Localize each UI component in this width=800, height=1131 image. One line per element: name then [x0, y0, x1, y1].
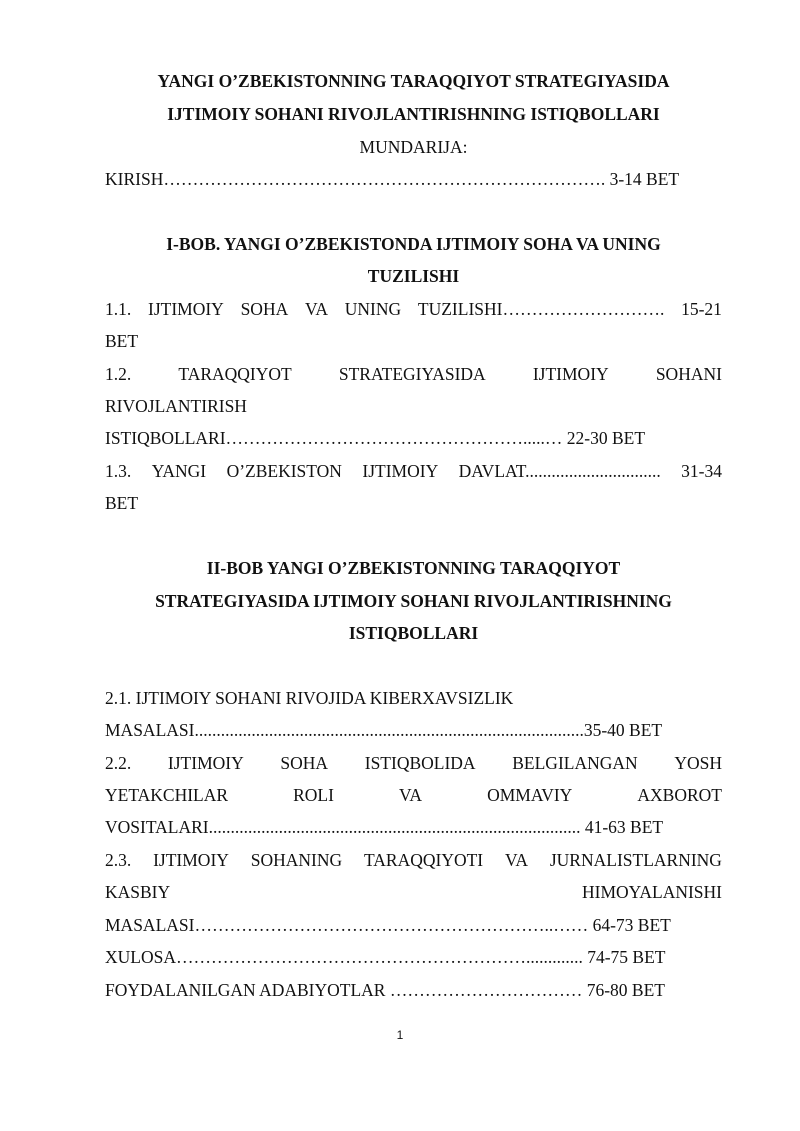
toc-word: AXBOROT	[637, 785, 722, 805]
toc-entry-text: MASALASI……………………………………………………..……	[105, 915, 589, 935]
toc-entry-1-1-tail: BET	[105, 331, 139, 351]
toc-word: IJTIMOIY	[362, 461, 439, 481]
toc-entry-1-2-line-2: RIVOJLANTIRISH	[105, 396, 247, 416]
toc-entry-conclusion	[105, 946, 722, 968]
toc-entry-text: XULOSA…………………………………………………….............	[105, 947, 583, 967]
toc-word: STRATEGIYASIDA	[338, 364, 486, 384]
toc-word: OMMAVIY	[487, 785, 573, 805]
toc-entry-text: ISTIQBOLLARI…………………………………………….....…	[105, 428, 563, 448]
toc-entry-references	[105, 979, 722, 1001]
toc-word: VA	[304, 299, 329, 319]
toc-word: YOSH	[674, 753, 722, 773]
contents-heading: MUNDARIJA:	[359, 137, 468, 157]
chapter-2-heading-line-3: ISTIQBOLLARI	[348, 623, 479, 643]
toc-entry-pages: 76-80 BET	[586, 980, 665, 1000]
toc-entry-2-2-line-3	[105, 816, 722, 838]
toc-entry-2-1: 2.1. IJTIMOIY SOHANI RIVOJIDA KIBERXAVSIZLIK	[105, 688, 514, 708]
toc-word: 1.3.	[105, 461, 132, 481]
toc-entry-2-3-line-2	[105, 881, 722, 903]
toc-word: TARAQQIYOTI	[364, 850, 484, 870]
toc-word: DAVLAT...............................	[458, 461, 661, 481]
toc-word: KASBIY	[105, 882, 171, 902]
toc-word: JURNALISTLARNING	[549, 850, 722, 870]
toc-word: IJTIMOIY	[148, 299, 224, 319]
toc-entry-1-2	[105, 363, 722, 385]
chapter-1-heading-line-1: I-BOB. YANGI O’ZBEKISTONDA IJTIMOIY SOHA VA UNING	[166, 234, 661, 254]
toc-word: SOHANI	[655, 364, 722, 384]
toc-word: SOHA	[240, 299, 289, 319]
toc-word: VA	[398, 785, 423, 805]
toc-word: O’ZBEKISTON	[226, 461, 342, 481]
toc-entry-pages: 41-63 BET	[584, 817, 664, 837]
toc-entry-text: VOSITALARI.....................................................................................	[105, 817, 581, 837]
toc-word: UNING	[344, 299, 402, 319]
toc-word: YETAKCHILAR	[105, 785, 229, 805]
toc-entry-2-1-line-2: MASALASI.........................................................................................35-40 BET	[105, 720, 663, 740]
chapter-2-heading-line-1: II-BOB YANGI O’ZBEKISTONNING TARAQQIYOT	[206, 558, 621, 578]
toc-word: VA	[504, 850, 529, 870]
toc-entry-pages: 64-73 BET	[592, 915, 671, 935]
toc-entry-text: KIRISH………………………………………………………………….	[105, 169, 606, 189]
toc-entry-intro	[105, 168, 722, 190]
document-title-line-1: YANGI O’ZBEKISTONNING TARAQQIYOT STRATEGIYASIDA	[157, 71, 670, 91]
toc-word: 2.2.	[105, 753, 132, 773]
toc-word: 1.1.	[105, 299, 132, 319]
page-number: 1	[396, 1028, 404, 1042]
toc-word: HIMOYALANISHI	[582, 882, 722, 902]
toc-entry-1-3	[105, 460, 722, 482]
toc-word: YANGI	[151, 461, 207, 481]
toc-word: 15-21	[681, 299, 722, 319]
toc-word: BELGILANGAN	[512, 753, 638, 773]
chapter-1-heading-line-2: TUZILISHI	[367, 266, 460, 286]
toc-word: 31-34	[681, 461, 722, 481]
toc-entry-2-3	[105, 849, 722, 871]
toc-word: TUZILISHI……………………….	[417, 299, 665, 319]
toc-entry-1-3-tail: BET	[105, 493, 139, 513]
toc-entry-2-2-line-2	[105, 784, 722, 806]
toc-entry-1-2-line-3	[105, 427, 722, 449]
toc-word: IJTIMOIY	[153, 850, 229, 870]
toc-word: IJTIMOIY	[532, 364, 609, 384]
toc-entry-2-2	[105, 752, 722, 774]
chapter-2-heading-line-2: STRATEGIYASIDA IJTIMOIY SOHANI RIVOJLANTIRISHNING	[155, 591, 672, 611]
toc-entry-pages: 74-75 BET	[587, 947, 666, 967]
toc-entry-1-1	[105, 298, 722, 320]
document-title-line-2: IJTIMOIY SOHANI RIVOJLANTIRISHNING ISTIQBOLLARI	[167, 104, 660, 124]
toc-word: ISTIQBOLIDA	[364, 753, 476, 773]
toc-word: SOHA	[280, 753, 329, 773]
toc-word: TARAQQIYOT	[178, 364, 292, 384]
toc-word: IJTIMOIY	[167, 753, 244, 773]
toc-entry-pages: 22-30 BET	[566, 428, 646, 448]
toc-word: SOHANING	[250, 850, 343, 870]
toc-word: ROLI	[293, 785, 334, 805]
toc-entry-2-3-line-3	[105, 914, 722, 936]
toc-entry-pages: 3-14 BET	[609, 169, 680, 189]
toc-entry-text: FOYDALANILGAN ADABIYOTLAR ……………………………	[105, 980, 583, 1000]
toc-word: 1.2.	[105, 364, 132, 384]
toc-word: 2.3.	[105, 850, 132, 870]
